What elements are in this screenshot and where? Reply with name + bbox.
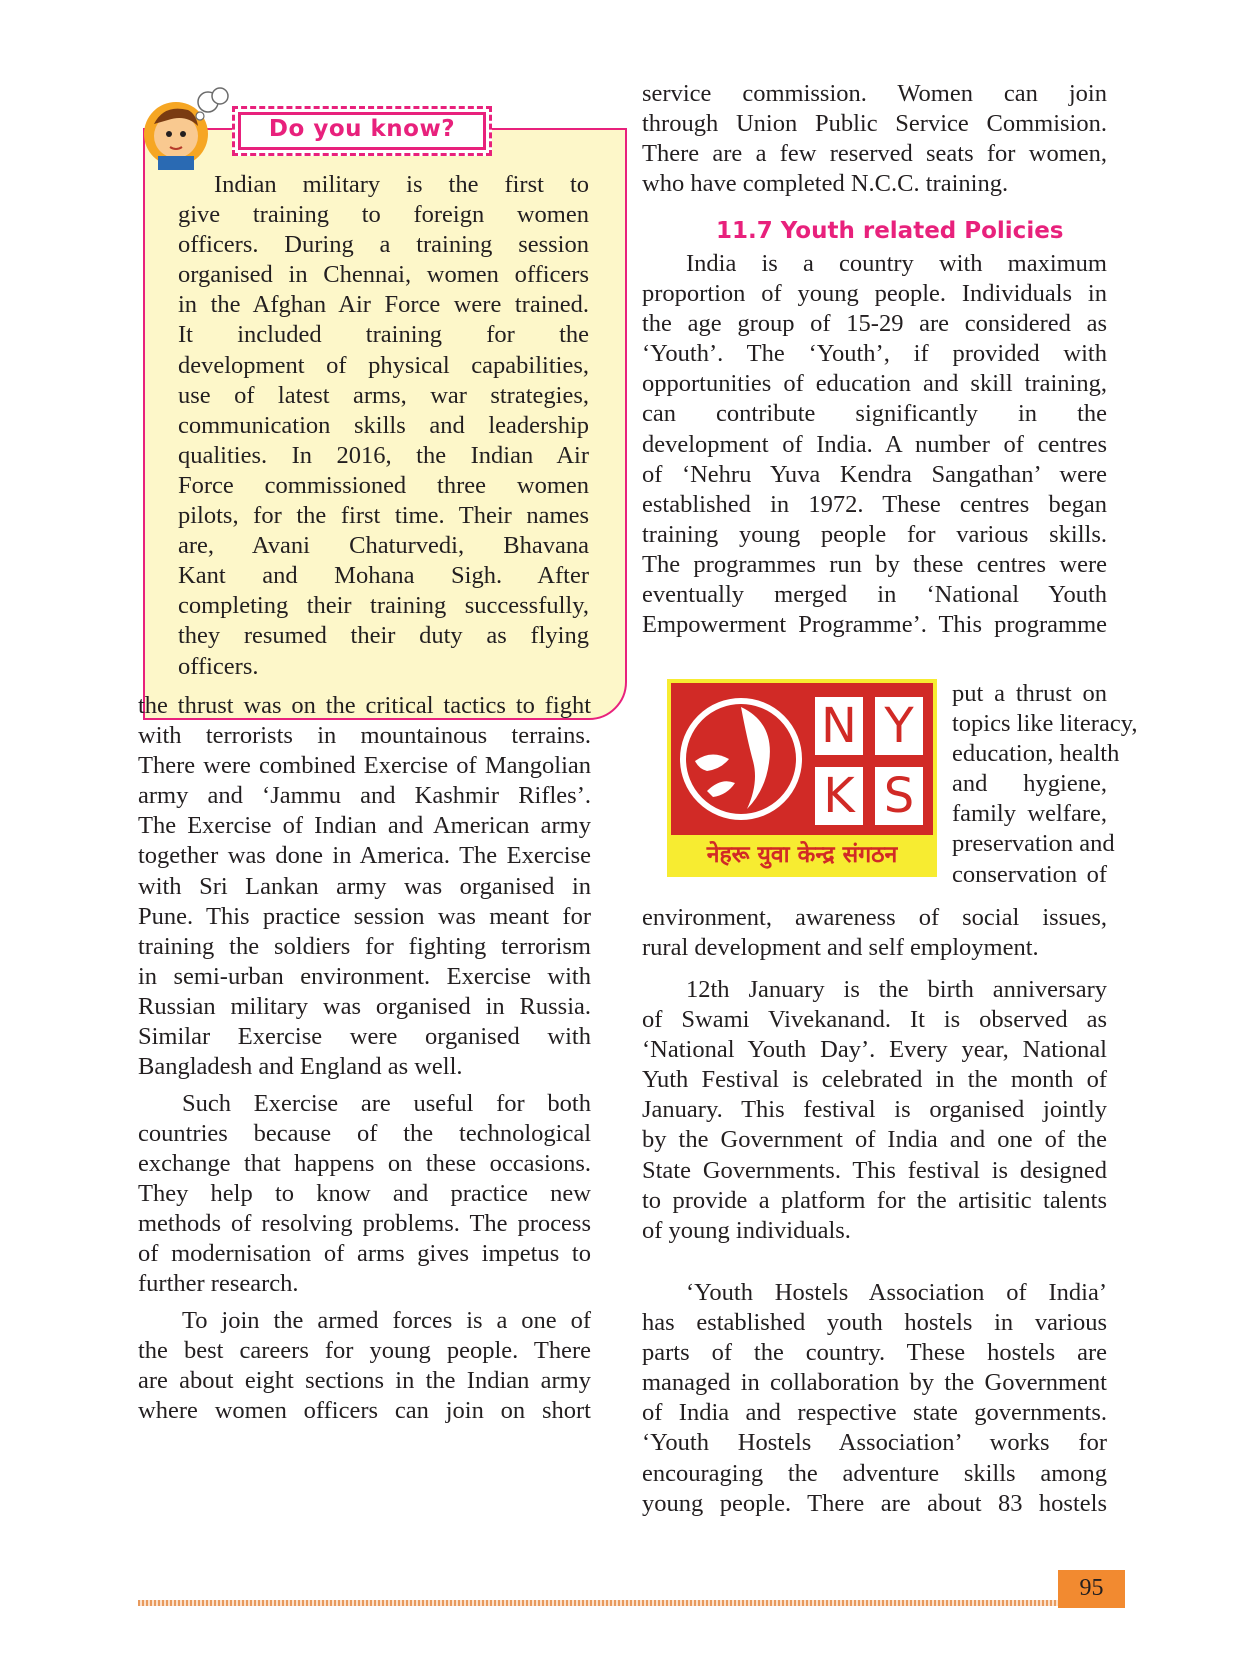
text-line: who have completed N.C.C. training.	[642, 170, 1009, 198]
text-line: use of latest arms, war strategies,	[178, 381, 589, 409]
text-line: To join the armed forces is a one of	[182, 1306, 591, 1334]
text-line: 12th January is the birth anniversary	[686, 976, 1107, 1003]
text-line: ‘Youth’. The ‘Youth’, if provided with	[642, 340, 1107, 368]
left-paragraph	[138, 1306, 591, 1426]
text-line: of ‘Nehru Yuva Kendra Sangathan’ were	[642, 460, 1107, 488]
text-line: are about eight sections in the Indian army	[138, 1367, 591, 1395]
text-line: the best careers for young people. There	[138, 1336, 591, 1364]
after-logo-text	[642, 903, 1107, 963]
logo-hindi-text: नेहरू युवा केन्द्र संगठन	[706, 842, 898, 868]
do-you-know-text	[178, 170, 589, 682]
do-you-know-title-box	[232, 106, 492, 156]
text-line: encouraging the adventure skills among	[642, 1459, 1107, 1487]
section-heading: 11.7 Youth related Policies	[716, 218, 1064, 244]
text-line: Kant and Mohana Sigh. After	[178, 562, 589, 590]
text-line: established in 1972. These centres began	[642, 490, 1107, 518]
page-number-box	[1058, 1570, 1125, 1608]
text-line: put a thrust on	[952, 680, 1107, 707]
text-line: where women officers can join on short	[138, 1397, 591, 1425]
text-line: India is a country with maximum	[686, 250, 1107, 277]
text-line: give training to foreign women	[178, 201, 589, 229]
text-line: officers.	[178, 652, 259, 680]
text-line: pilots, for the first time. Their names	[178, 502, 589, 530]
nyks-logo	[667, 679, 937, 877]
text-line: eventually merged in ‘National Youth	[642, 581, 1107, 609]
left-paragraph	[138, 691, 591, 1082]
text-line: ‘National Youth Day’. Every year, National	[642, 1036, 1107, 1064]
text-line: methods of resolving problems. The process	[138, 1210, 591, 1238]
text-line: of young individuals.	[642, 1216, 851, 1244]
text-line: by the Government of India and one of the	[642, 1126, 1107, 1154]
text-line: training young people for various skills.	[642, 520, 1107, 548]
text-line: It included training for the	[178, 321, 589, 349]
text-line: opportunities of education and skill training,	[642, 370, 1107, 398]
text-line: young people. There are about 83 hostels	[642, 1489, 1107, 1517]
text-line: They help to know and practice new	[138, 1180, 591, 1207]
text-line: Similar Exercise were organised with	[138, 1023, 591, 1051]
text-line: through Union Public Service Commision.	[642, 110, 1107, 138]
text-line: Russian military was organised in Russia.	[138, 992, 591, 1020]
text-line: to provide a platform for the artisitic talents	[642, 1186, 1107, 1214]
text-line: Force commissioned three women	[178, 471, 589, 499]
nyks-logo-panel	[671, 683, 933, 835]
text-line: proportion of young people. Individuals in	[642, 280, 1107, 308]
text-line: Indian military is the first to	[214, 171, 589, 198]
do-you-know-title: Do you know?	[268, 116, 456, 142]
text-line: in the Afghan Air Force were trained.	[178, 291, 589, 319]
text-line: ‘Youth Hostels Association of India’	[686, 1279, 1107, 1306]
text-line: Yuth Festival is celebrated in the month of	[642, 1066, 1107, 1094]
text-line: Such Exercise are useful for both	[182, 1089, 591, 1117]
text-line: further research.	[138, 1270, 299, 1298]
thinking-boy-icon	[138, 84, 234, 170]
text-line: in semi-urban environment. Exercise with	[138, 962, 591, 990]
youth-paragraph	[642, 249, 1107, 640]
text-line: January. This festival is organised jointly	[642, 1096, 1107, 1124]
text-line: the thrust was on the critical tactics to fight	[138, 692, 591, 719]
nyks-emblem-icon	[677, 691, 805, 827]
left-paragraph	[138, 1089, 591, 1300]
text-line: The programmes run by these centres were	[642, 550, 1107, 578]
left-column	[138, 691, 591, 1433]
text-line: service commission. Women can join	[642, 80, 1107, 107]
text-line: Bangladesh and England as well.	[138, 1053, 463, 1081]
text-line: qualities. In 2016, the Indian Air	[178, 441, 589, 469]
text-line: rural development and self employment.	[642, 934, 1039, 962]
text-line: countries because of the technological	[138, 1119, 591, 1147]
text-line: preservation and	[952, 830, 1115, 858]
text-line: The Exercise of Indian and American army	[138, 812, 591, 840]
text-line: of India and respective state governments.	[642, 1399, 1107, 1427]
text-line: There were combined Exercise of Mangolian	[138, 752, 591, 780]
beside-logo-text	[952, 679, 1138, 890]
text-line: development of physical capabilities,	[178, 351, 589, 379]
text-line: development of India. A number of centres	[642, 430, 1107, 458]
logo-letter-y: Y	[875, 697, 923, 755]
text-line: conservation of	[952, 860, 1107, 888]
text-line: communication skills and leadership	[178, 411, 589, 439]
text-line: Empowerment Programme’. This programme	[642, 611, 1107, 639]
text-line: they resumed their duty as flying	[178, 622, 589, 650]
text-line: of modernisation of arms gives impetus to	[138, 1240, 591, 1268]
hostels-paragraph	[642, 1278, 1107, 1519]
text-line: organised in Chennai, women officers	[178, 261, 589, 289]
right-intro-paragraph	[642, 79, 1107, 199]
text-line: Pune. This practice session was meant for	[138, 902, 591, 930]
text-line: State Governments. This festival is designed	[642, 1156, 1107, 1184]
text-line: completing their training successfully,	[178, 592, 589, 620]
logo-letter-s: S	[875, 767, 923, 825]
footer-rule	[138, 1600, 1058, 1606]
text-line: of Swami Vivekanand. It is observed as	[642, 1006, 1107, 1034]
vivekanand-paragraph	[642, 975, 1107, 1246]
text-line: exchange that happens on these occasions.	[138, 1149, 591, 1177]
text-line: topics like literacy,	[952, 710, 1138, 738]
text-line: has established youth hostels in various	[642, 1309, 1107, 1337]
logo-letter-k: K	[815, 767, 863, 825]
text-line: with terrorists in mountainous terrains.	[138, 722, 591, 750]
text-line: and hygiene,	[952, 770, 1107, 798]
text-line: are, Avani Chaturvedi, Bhavana	[178, 532, 589, 560]
text-line: managed in collaboration by the Government	[642, 1369, 1107, 1397]
text-line: There are a few reserved seats for women,	[642, 140, 1107, 168]
text-line: officers. During a training session	[178, 231, 589, 259]
text-line: training the soldiers for fighting terrorism	[138, 932, 591, 960]
text-line: the age group of 15-29 are considered as	[642, 310, 1107, 338]
text-line: can contribute significantly in the	[642, 400, 1107, 428]
text-line: ‘Youth Hostels Association’ works for	[642, 1429, 1107, 1457]
logo-letter-n: N	[815, 697, 863, 755]
text-line: with Sri Lankan army was organised in	[138, 872, 591, 900]
text-line: army and ‘Jammu and Kashmir Rifles’.	[138, 782, 591, 810]
text-line: together was done in America. The Exercise	[138, 842, 591, 870]
page-number: 95	[1079, 1575, 1104, 1601]
text-line: education, health	[952, 740, 1120, 768]
text-line: family welfare,	[952, 800, 1107, 828]
text-line: environment, awareness of social issues,	[642, 904, 1107, 931]
text-line: parts of the country. These hostels are	[642, 1339, 1107, 1367]
